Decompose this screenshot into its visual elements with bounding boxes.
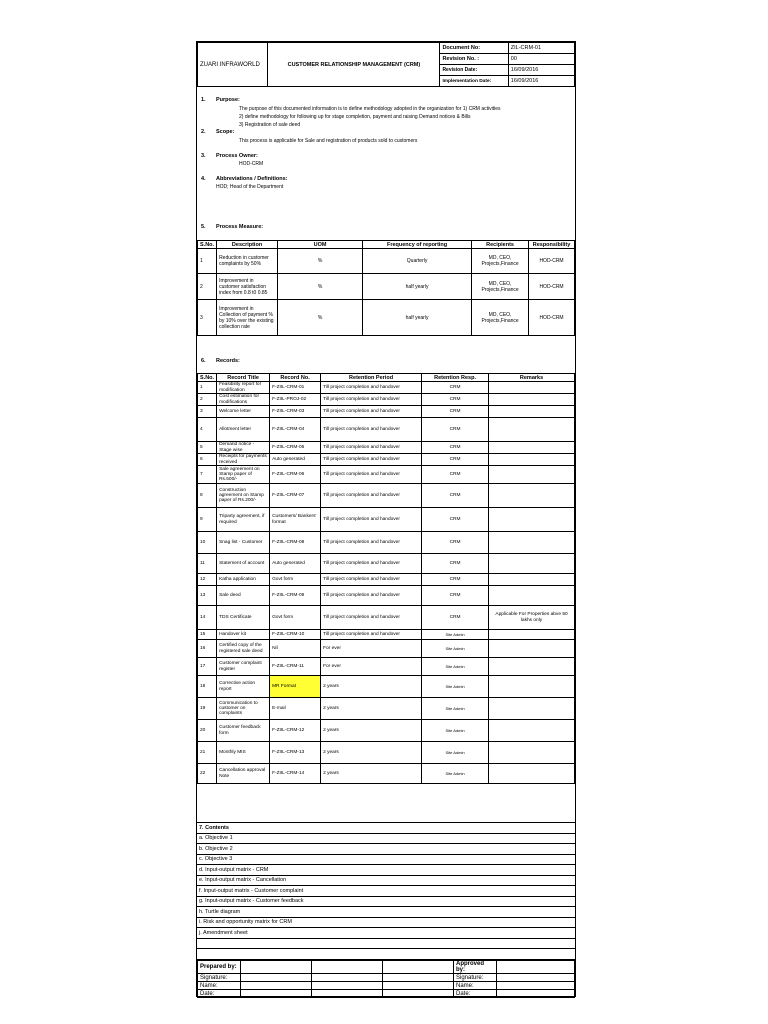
section-number: 5. (201, 224, 206, 230)
cell-description: Reduction in customer complaints by 50% (217, 249, 278, 274)
contents-item: j. Amendment sheet (197, 928, 575, 939)
cell-retention-resp: Site Admin (422, 676, 489, 698)
contents-item: d. Input-output matrix - CRM (197, 865, 575, 876)
table-row (198, 676, 575, 698)
contents-blank (197, 938, 575, 949)
col-header-sno: S.No. (198, 241, 217, 249)
blank-cell (497, 974, 575, 982)
prepared-by-extra (312, 961, 383, 974)
rev-date-value: 16/09/2016 (508, 65, 574, 76)
cell-retention-resp: CRM (422, 454, 489, 466)
cell-remarks: Applicable For Properties abve 50 lakhs only (489, 606, 575, 630)
col-header-record-no: Record No. (270, 374, 321, 382)
cell-sno: 22 (198, 764, 217, 784)
cell-sno: 20 (198, 720, 217, 742)
cell-retention-resp: Site Admin (422, 764, 489, 784)
blank-cell (241, 974, 312, 982)
cell-retention-resp: CRM (422, 382, 489, 394)
cell-remarks (489, 676, 575, 698)
cell-responsibility: HOD-CRM (529, 300, 575, 336)
table-row (198, 484, 575, 508)
cell-record-title: Handover kit (217, 630, 270, 640)
cell-sno: 9 (198, 508, 217, 532)
cell-record-no: F-ZIIL-CRM-05 (270, 442, 321, 454)
cell-retention-resp: CRM (422, 418, 489, 442)
table-row (198, 274, 575, 300)
process-measure-table (197, 240, 575, 336)
cell-record-no: F-ZIIL-CRM-04 (270, 418, 321, 442)
cell-record-title: Sale deed (217, 586, 270, 606)
impl-date-value: 16/09/2016 (508, 76, 574, 87)
owner-line: HOD-CRM (239, 161, 264, 167)
cell-recipients: MD, CEO, Projects,Finance (472, 249, 529, 274)
table-row (198, 249, 575, 274)
cell-responsibility: HOD-CRM (529, 274, 575, 300)
cell-retention-period: Till project completion and handover (321, 532, 422, 554)
cell-sno: 2 (198, 394, 217, 406)
cell-sno: 7 (198, 466, 217, 484)
cell-record-no: F-ZIIL-CRM-10 (270, 630, 321, 640)
cell-retention-resp: Site Admin (422, 742, 489, 764)
cell-retention-period: For ever (321, 658, 422, 676)
cell-record-no: Customers/ Bankers' format (270, 508, 321, 532)
cell-retention-period: Till project completion and handover (321, 574, 422, 586)
cell-remarks (489, 532, 575, 554)
cell-remarks (489, 382, 575, 394)
table-row (198, 466, 575, 484)
col-header-retention-resp: Retention Resp. (422, 374, 489, 382)
cell-sno: 10 (198, 532, 217, 554)
cell-sno: 18 (198, 676, 217, 698)
cell-record-title: Construction agreement on Stamp paper of Rs.200/- (217, 484, 270, 508)
cell-frequency: half yearly (363, 300, 472, 336)
rev-date-label: Revision Date: (440, 65, 508, 76)
cell-remarks (489, 640, 575, 658)
blank-cell (241, 982, 312, 990)
cell-retention-period: Till project completion and handover (321, 454, 422, 466)
cell-sno: 3 (198, 300, 217, 336)
contents-item: b. Objective 2 (197, 844, 575, 855)
contents-item: h. Turtle diagram (197, 907, 575, 918)
cell-retention-period: Till project completion and handover (321, 382, 422, 394)
document-title: CUSTOMER RELATIONSHIP MANAGEMENT (CRM) (268, 43, 440, 87)
cell-sno: 1 (198, 382, 217, 394)
cell-description: Improvement in customer satisfaction index from 0.8 t0 0.85 (217, 274, 278, 300)
cell-remarks (489, 394, 575, 406)
contents-blank (197, 949, 575, 960)
cell-retention-resp: CRM (422, 484, 489, 508)
cell-frequency: Quarterly (363, 249, 472, 274)
cell-record-no: Govt form (270, 574, 321, 586)
table-row (198, 586, 575, 606)
cell-record-title: Receipts for payments received (217, 454, 270, 466)
blank-cell (497, 990, 575, 998)
cell-sno: 4 (198, 418, 217, 442)
cell-record-no: Nil (270, 640, 321, 658)
cell-retention-period: Till project completion and handover (321, 606, 422, 630)
cell-retention-resp: Site Admin (422, 630, 489, 640)
cell-retention-resp: CRM (422, 466, 489, 484)
cell-record-title: Monthly MIS (217, 742, 270, 764)
cell-remarks (489, 418, 575, 442)
cell-record-title: Customer complaint register (217, 658, 270, 676)
cell-responsibility: HOD-CRM (529, 249, 575, 274)
table-row (198, 454, 575, 466)
table-row (198, 764, 575, 784)
cell-sno: 6 (198, 454, 217, 466)
cell-record-no: Govt form (270, 606, 321, 630)
signature-label: Signature: (198, 974, 241, 982)
cell-record-title: Cancellation approval Note (217, 764, 270, 784)
cell-record-title: Feasibility report for modification (217, 382, 270, 394)
cell-retention-resp: Site Admin (422, 698, 489, 720)
impl-date-label: Implementation Date: (440, 76, 508, 87)
contents-title: 7. Contents (197, 823, 575, 834)
scope-line: This process is applicable for Sale and registration of products sold to customers (239, 138, 418, 144)
cell-recipients: MD, CEO, Projects,Finance (472, 274, 529, 300)
cell-record-title: Customer feedback form (217, 720, 270, 742)
date-label: Date: (454, 990, 497, 998)
cell-remarks (489, 574, 575, 586)
cell-record-no: F-ZIIL-CRM-11 (270, 658, 321, 676)
cell-sno: 1 (198, 249, 217, 274)
table-row (198, 406, 575, 418)
approved-by-label: Approved by: (454, 961, 497, 974)
cell-retention-period: Till project completion and handover (321, 394, 422, 406)
table-row (198, 698, 575, 720)
name-label: Name: (454, 982, 497, 990)
section-title: Process Owner: (216, 153, 258, 159)
cell-record-title: Sale agreement on Stamp paper of Rs.500/- (217, 466, 270, 484)
contents-item: i. Risk and opportunity matrix for CRM (197, 917, 575, 928)
table-row (198, 630, 575, 640)
cell-sno: 3 (198, 406, 217, 418)
section-title: Records: (216, 358, 240, 364)
cell-retention-resp: CRM (422, 532, 489, 554)
table-row (198, 508, 575, 532)
blank-cell (312, 990, 383, 998)
col-header-description: Description (217, 241, 278, 249)
table-row (198, 554, 575, 574)
table-row (198, 720, 575, 742)
cell-retention-period: 2 years (321, 764, 422, 784)
cell-retention-period: 2 years (321, 676, 422, 698)
cell-record-no: F-ZIIL-CRM-09 (270, 586, 321, 606)
blank-cell (383, 974, 454, 982)
cell-retention-resp: CRM (422, 574, 489, 586)
cell-sno: 5 (198, 442, 217, 454)
contents-item: c. Objective 3 (197, 854, 575, 865)
section-title: Process Measure: (216, 224, 264, 230)
blank-cell (497, 982, 575, 990)
prepared-by-value (241, 961, 312, 974)
cell-sno: 14 (198, 606, 217, 630)
table-row (198, 382, 575, 394)
cell-remarks (489, 442, 575, 454)
table-row (198, 300, 575, 336)
doc-no-label: Document No: (440, 43, 508, 54)
table-row (198, 574, 575, 586)
blank-cell (312, 982, 383, 990)
cell-sno: 15 (198, 630, 217, 640)
cell-sno: 16 (198, 640, 217, 658)
cell-remarks (489, 764, 575, 784)
company-name: ZUARI INFRAWORLD (198, 43, 268, 87)
contents-list (197, 822, 575, 960)
cell-record-title: Certified copy of the registered sale deed (217, 640, 270, 658)
cell-retention-resp: CRM (422, 554, 489, 574)
cell-record-title: Snag list - Customer (217, 532, 270, 554)
cell-retention-period: Till project completion and handover (321, 406, 422, 418)
cell-record-no: F-ZIIL-CRM-12 (270, 720, 321, 742)
cell-record-no: E-mail (270, 698, 321, 720)
cell-retention-resp: CRM (422, 606, 489, 630)
section-title: Purpose: (216, 97, 240, 103)
cell-retention-period: 2 years (321, 720, 422, 742)
contents-item: e. Input-output matrix - Cancellation (197, 875, 575, 886)
purpose-line-3: 3) Registration of sale deed (239, 122, 301, 128)
table-row (198, 418, 575, 442)
table-row (198, 532, 575, 554)
table-row (198, 742, 575, 764)
cell-record-no: F-ZIIL-CRM-01 (270, 382, 321, 394)
col-header-frequency: Frequency of reporting (363, 241, 472, 249)
blank-cell (241, 990, 312, 998)
col-header-sno: S.No. (198, 374, 217, 382)
table-row (198, 606, 575, 630)
cell-retention-resp: Site Admin (422, 658, 489, 676)
cell-remarks (489, 454, 575, 466)
cell-frequency: half yearly (363, 274, 472, 300)
cell-record-no: MR Format (270, 676, 321, 698)
table-row (198, 442, 575, 454)
cell-record-no: F-ZIIL-CRM-14 (270, 764, 321, 784)
cell-sno: 8 (198, 484, 217, 508)
cell-record-title: Statement of account (217, 554, 270, 574)
blank-cell (312, 974, 383, 982)
cell-retention-period: Till project completion and handover (321, 418, 422, 442)
cell-record-no: F-ZIIL-CRM-03 (270, 406, 321, 418)
cell-retention-period: Till project completion and handover (321, 554, 422, 574)
table-row (198, 658, 575, 676)
cell-remarks (489, 484, 575, 508)
col-header-record-title: Record Title (217, 374, 270, 382)
cell-record-no: F-ZIIL-CRM-07 (270, 484, 321, 508)
signature-label: Signature: (454, 974, 497, 982)
abbr-line: HOD; Head of the Department (216, 184, 284, 190)
cell-record-title: TDS Certificate (217, 606, 270, 630)
col-header-recipients: Recipients (472, 241, 529, 249)
cell-record-no: Auto generated (270, 554, 321, 574)
cell-sno: 12 (198, 574, 217, 586)
cell-record-no: Auto generated (270, 454, 321, 466)
cell-recipients: MD, CEO, Projects,Finance (472, 300, 529, 336)
cell-retention-period: Till project completion and handover (321, 630, 422, 640)
signoff-table (197, 960, 575, 998)
section-number: 6. (201, 358, 206, 364)
cell-record-title: Welcome letter (217, 406, 270, 418)
cell-retention-period: 2 years (321, 698, 422, 720)
cell-sno: 17 (198, 658, 217, 676)
col-header-retention-period: Retention Period (321, 374, 422, 382)
cell-record-title: Katha application (217, 574, 270, 586)
cell-remarks (489, 466, 575, 484)
contents-item: a. Objective 1 (197, 833, 575, 844)
cell-uom: % (278, 274, 363, 300)
section-title: Scope: (216, 129, 235, 135)
cell-remarks (489, 720, 575, 742)
cell-record-title: Corrective action report (217, 676, 270, 698)
rev-no-value: 00 (508, 54, 574, 65)
cell-record-title: Communication to customer on complaints (217, 698, 270, 720)
prepared-by-label: Prepared by: (198, 961, 241, 974)
table-row (198, 640, 575, 658)
cell-remarks (489, 508, 575, 532)
cell-remarks (489, 698, 575, 720)
cell-sno: 21 (198, 742, 217, 764)
cell-remarks (489, 658, 575, 676)
document-page (196, 41, 576, 997)
cell-record-no: F-ZIIL-CRM-08 (270, 532, 321, 554)
purpose-line-2: 2) define methodology for following up for stage completion, payment and raising Demand notices & Bills (239, 114, 471, 120)
contents-item: g. Input-output matrix - Customer feedback (197, 896, 575, 907)
cell-sno: 2 (198, 274, 217, 300)
name-label: Name: (198, 982, 241, 990)
records-body (198, 382, 575, 784)
cell-sno: 13 (198, 586, 217, 606)
cell-record-no: F-ZIIL-CRM-06 (270, 466, 321, 484)
records-table (197, 373, 575, 784)
document-header (197, 42, 575, 87)
contents-item: f. Input-output matrix - Customer complaint (197, 886, 575, 897)
cell-retention-resp: CRM (422, 406, 489, 418)
cell-remarks (489, 742, 575, 764)
section-title: Abbreviations / Definitions: (216, 176, 288, 182)
cell-retention-period: Till project completion and handover (321, 586, 422, 606)
table-row (198, 394, 575, 406)
cell-remarks (489, 630, 575, 640)
cell-retention-resp: Site Admin (422, 640, 489, 658)
cell-record-no: F-ZIIL-PROJ-02 (270, 394, 321, 406)
section-number: 2. (201, 129, 206, 135)
cell-uom: % (278, 300, 363, 336)
col-header-responsibility: Responsibility (529, 241, 575, 249)
section-number: 3. (201, 153, 206, 159)
col-header-uom: UOM (278, 241, 363, 249)
cell-record-title: Allotment letter (217, 418, 270, 442)
cell-retention-resp: Site Admin (422, 720, 489, 742)
approved-by-value (497, 961, 575, 974)
cell-remarks (489, 554, 575, 574)
cell-record-title: Triparty agreement, if required (217, 508, 270, 532)
cell-retention-period: Till project completion and handover (321, 442, 422, 454)
cell-retention-period: Till project completion and handover (321, 466, 422, 484)
spacer-cell (383, 961, 454, 974)
cell-retention-period: For ever (321, 640, 422, 658)
cell-retention-resp: CRM (422, 394, 489, 406)
col-header-remarks: Remarks (489, 374, 575, 382)
cell-retention-resp: CRM (422, 442, 489, 454)
date-label: Date: (198, 990, 241, 998)
section-number: 4. (201, 176, 206, 182)
cell-description: Improvement in Collection of payment % by 10% over the existing collection rate (217, 300, 278, 336)
cell-retention-period: Till project completion and handover (321, 508, 422, 532)
cell-remarks (489, 406, 575, 418)
cell-retention-period: Till project completion and handover (321, 484, 422, 508)
cell-record-no: F-ZIIL-CRM-13 (270, 742, 321, 764)
purpose-line-1: The purpose of this documented information is to define methodology adopted in the organization for 1) CRM activities (239, 106, 501, 112)
cell-record-title: Cost estimation for modifications (217, 394, 270, 406)
cell-uom: % (278, 249, 363, 274)
rev-no-label: Revision No. : (440, 54, 508, 65)
cell-record-title: Demand notice - Stage wise (217, 442, 270, 454)
cell-retention-resp: CRM (422, 508, 489, 532)
cell-retention-period: 2 years (321, 742, 422, 764)
blank-cell (383, 982, 454, 990)
cell-retention-resp: CRM (422, 586, 489, 606)
cell-sno: 19 (198, 698, 217, 720)
cell-sno: 11 (198, 554, 217, 574)
blank-cell (383, 990, 454, 998)
cell-remarks (489, 586, 575, 606)
doc-no-value: ZIL-CRM-01 (508, 43, 574, 54)
section-number: 1. (201, 97, 206, 103)
